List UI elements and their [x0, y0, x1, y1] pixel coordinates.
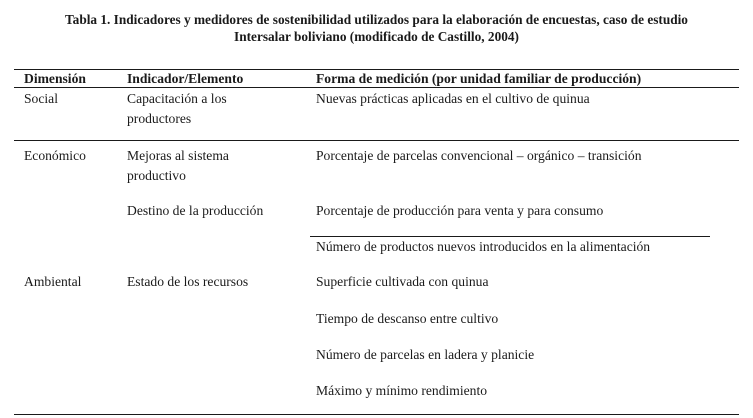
indicator-social-line-1: Capacitación a los: [127, 91, 227, 106]
measure-economico-3: Número de productos nuevos introducidos en la alimentación: [316, 239, 651, 254]
indicator-economico-1-line-1: Mejoras al sistema: [127, 148, 229, 163]
measure-social: Nuevas prácticas aplicadas en el cultivo de quinua: [316, 91, 590, 106]
header-measure: Forma de medición (por unidad familiar de producción): [316, 71, 642, 86]
indicator-social-line-2: productores: [127, 111, 192, 126]
indicator-economico-1-line-2: productivo: [127, 168, 186, 183]
table-caption: [0, 11, 753, 45]
measure-economico-1: Porcentaje de parcelas convencional – orgánico – transición: [316, 148, 642, 163]
indicator-economico-2: Destino de la producción: [127, 203, 264, 218]
measure-ambiental-3: Número de parcelas en ladera y planicie: [316, 347, 535, 362]
social-section-rule: [14, 140, 739, 141]
measure-ambiental-2: Tiempo de descanso entre cultivo: [316, 311, 499, 326]
measure-ambiental-1: Superficie cultivada con quinua: [316, 274, 489, 289]
measure-ambiental-4: Máximo y mínimo rendimiento: [316, 383, 488, 398]
indicator-ambiental: Estado de los recursos: [127, 274, 249, 289]
measure-economico-2: Porcentaje de producción para venta y para consumo: [316, 203, 604, 218]
table-bottom-rule: [14, 414, 739, 415]
header-bottom-rule: [14, 87, 739, 88]
dimension-ambiental: Ambiental: [24, 274, 82, 289]
header-dimension: Dimensión: [24, 71, 86, 86]
caption-line-1: Tabla 1. Indicadores y medidores de sostenibilidad utilizados para la elaboración de encuestas, caso de estudio: [65, 12, 688, 27]
dimension-economico: Económico: [24, 148, 86, 163]
caption-line-2: Intersalar boliviano (modificado de Castillo, 2004): [234, 29, 519, 44]
dimension-social: Social: [24, 91, 58, 106]
header-indicator: Indicador/Elemento: [127, 71, 244, 86]
